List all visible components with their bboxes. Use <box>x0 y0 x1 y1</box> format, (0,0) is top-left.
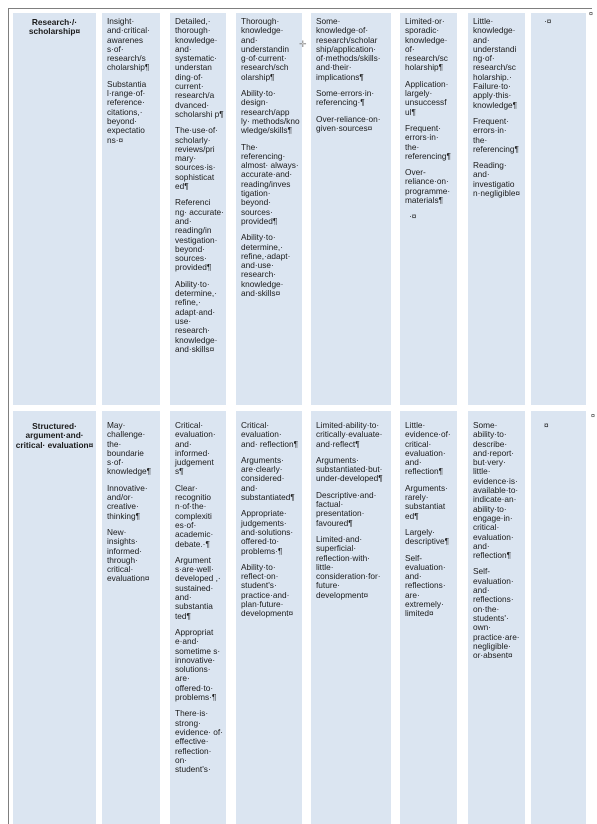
cell-paragraph: Detailed,· thorough· knowledge· and· systematic· understan ding·of· current· research/a dvanced· scholarshi p¶ <box>175 16 224 119</box>
cell-paragraph: Limited·and· superficial· reflection·with· little· consideration·for· future· development¤ <box>316 533 381 600</box>
cell-paragraph: Critical· evaluation· and· reflection¶ <box>241 420 299 449</box>
cell-paragraph: Appropriat e·and· sometime s· innovative· solutions· are· offered·to· problems·¶ <box>175 626 221 703</box>
cell-paragraph: The·use·of· scholarly· reviews/pri mary· sources·is· sophisticat ed¶ <box>175 125 218 192</box>
cell-paragraph: Little· evidence·of· critical· evaluation· and· reflection¶ <box>405 420 451 477</box>
cell-paragraph: May· challenge· the· boundarie s·of· knowledge¶ <box>107 420 152 477</box>
cell-paragraph: Some·errors·in· referencing·¶ <box>316 88 375 108</box>
cell-paragraph: Innovative· and/or· creative· thinking¶ <box>107 482 148 521</box>
cell-paragraph: Clear· recognitio n·of·the· complexiti es·of· academic· debate.·¶ <box>175 482 214 549</box>
cell-paragraph: Limited·or· sporadic· knowledge· of· research/sc holarship¶ <box>405 16 448 73</box>
cell-paragraph: Limited·ability·to· critically·evaluate· and·reflect¶ <box>316 420 383 449</box>
row-header-label: Research·/· scholarship¤ <box>28 17 81 37</box>
cell-paragraph: Descriptive·and· factual· presentation· favoured¶ <box>316 489 377 528</box>
cell-paragraph: Ability·to· determine,· refine,·adapt· and·use· research· knowledge· and·skills¤ <box>241 232 291 299</box>
cell-research-col3 <box>236 13 302 405</box>
cell-paragraph: Little· knowledge· and· understandi ng·of· research/sc holarship.· Failure·to· apply·this· knowledge¶ <box>473 16 518 110</box>
row-header-research <box>13 13 96 405</box>
cell-paragraph: Argument s·are·well· developed ,· sustained· and· substantia ted¶ <box>175 554 221 621</box>
cell-paragraph: Self- evaluation· and· reflections· on·the· students'· own· practice·are· negligible· or·absent¤ <box>473 566 520 661</box>
cell-research-col1 <box>102 13 160 405</box>
cell-paragraph: Substantia l·range·of· reference· citations,· beyond· expectatio ns·¤ <box>107 78 147 145</box>
cell-paragraph: Some· ability·to· describe· and·report· but·very· little· evidence·is· available·to· indicate·an· ability·to· engage·in· critical· evaluation· and· reflection¶ <box>473 420 519 561</box>
cell-research-col7 <box>531 13 586 405</box>
cell-paragraph: Frequent· errors·in· the· referencing¶ <box>405 122 451 161</box>
cell-paragraph: Self- evaluation· and· reflections· are· extremely· limited¤ <box>405 552 446 619</box>
cell-paragraph: Ability·to· design· research/app ly· methods/kno wledge/skills¶ <box>241 88 300 136</box>
cell-paragraph: Ability·to· reflect·on· student's· practice·and· plan·future· development¤ <box>241 561 294 619</box>
cell-paragraph: Arguments· substantiated·but· under-developed¶ <box>316 454 383 484</box>
cell-paragraph: Arguments· rarely· substantiat ed¶ <box>405 482 448 521</box>
cell-paragraph: Insight· and·critical· awarenes s·of· research/s cholarship¶ <box>107 16 150 73</box>
cell-paragraph: Over-reliance·on· given·sources¤ <box>316 113 381 133</box>
cell-paragraph: Critical· evaluation· and· informed· judgement s¶ <box>175 420 216 477</box>
rubric-table <box>8 8 595 824</box>
cell-argument-col1 <box>102 411 160 824</box>
cell-paragraph: Ability·to· determine,· refine,· adapt·and· use· research· knowledge· and·skills¤ <box>175 278 218 354</box>
cell-research-col5 <box>400 13 457 405</box>
cell-argument-col7 <box>531 411 586 824</box>
cell-paragraph: Frequent· errors·in· the· referencing¶ <box>473 115 519 154</box>
row-header-label: Structured· argument·and· critical· evaluation¤ <box>15 421 94 450</box>
cell-paragraph: Thorough· knowledge· and· understandin g·of·current· research/sch olarship¶ <box>241 16 289 82</box>
cell-paragraph: Application· largely· unsuccessf ul¶ <box>405 78 449 117</box>
cell-paragraph: ·¤ <box>409 211 417 222</box>
cell-paragraph: Over- reliance·on· programme· materials¶ <box>405 167 451 206</box>
cell-paragraph: Appropriate· judgements· and·solutions· offered·to· problems·¶ <box>241 508 294 556</box>
cell-argument-col5 <box>400 411 457 824</box>
cell-paragraph: ·¤ <box>544 16 552 26</box>
cell-research-col4 <box>311 13 391 405</box>
cell-argument-col4 <box>311 411 391 824</box>
cell-paragraph: Largely· descriptive¶ <box>405 526 450 547</box>
cell-research-col2 <box>170 13 226 405</box>
cell-paragraph: New· insights· informed· through· critical· evaluation¤ <box>107 526 150 584</box>
end-of-row-mark: ¤ <box>591 413 595 420</box>
end-of-row-mark: ¤ <box>589 11 593 18</box>
cell-research-col6 <box>468 13 525 405</box>
cell-paragraph: Reading· and· investigatio n·negligible¤ <box>473 160 521 199</box>
cell-paragraph: The· referencing· almost· always· accurate·and· reading/inves tigation· beyond· sources· provided¶ <box>241 141 299 226</box>
cell-argument-col6 <box>468 411 525 824</box>
cell-paragraph: ¤ <box>544 420 549 430</box>
cell-paragraph: Arguments· are·clearly· considered· and· substantiated¶ <box>241 454 295 503</box>
table-move-handle-icon[interactable]: ✛ <box>299 39 307 49</box>
cell-argument-col3 <box>236 411 302 824</box>
row-header-argument <box>13 411 96 824</box>
cell-paragraph: Referenci ng· accurate· and· reading/in vestigation· beyond· sources· provided¶ <box>175 197 224 273</box>
cell-paragraph: Some· knowledge·of· research/scholar ship/application· of·methods/skills· and·their· implications¶ <box>316 16 381 82</box>
cell-argument-col2 <box>170 411 226 824</box>
cell-paragraph: There·is· strong· evidence· of· effective· reflection· on· student's· <box>175 708 223 775</box>
